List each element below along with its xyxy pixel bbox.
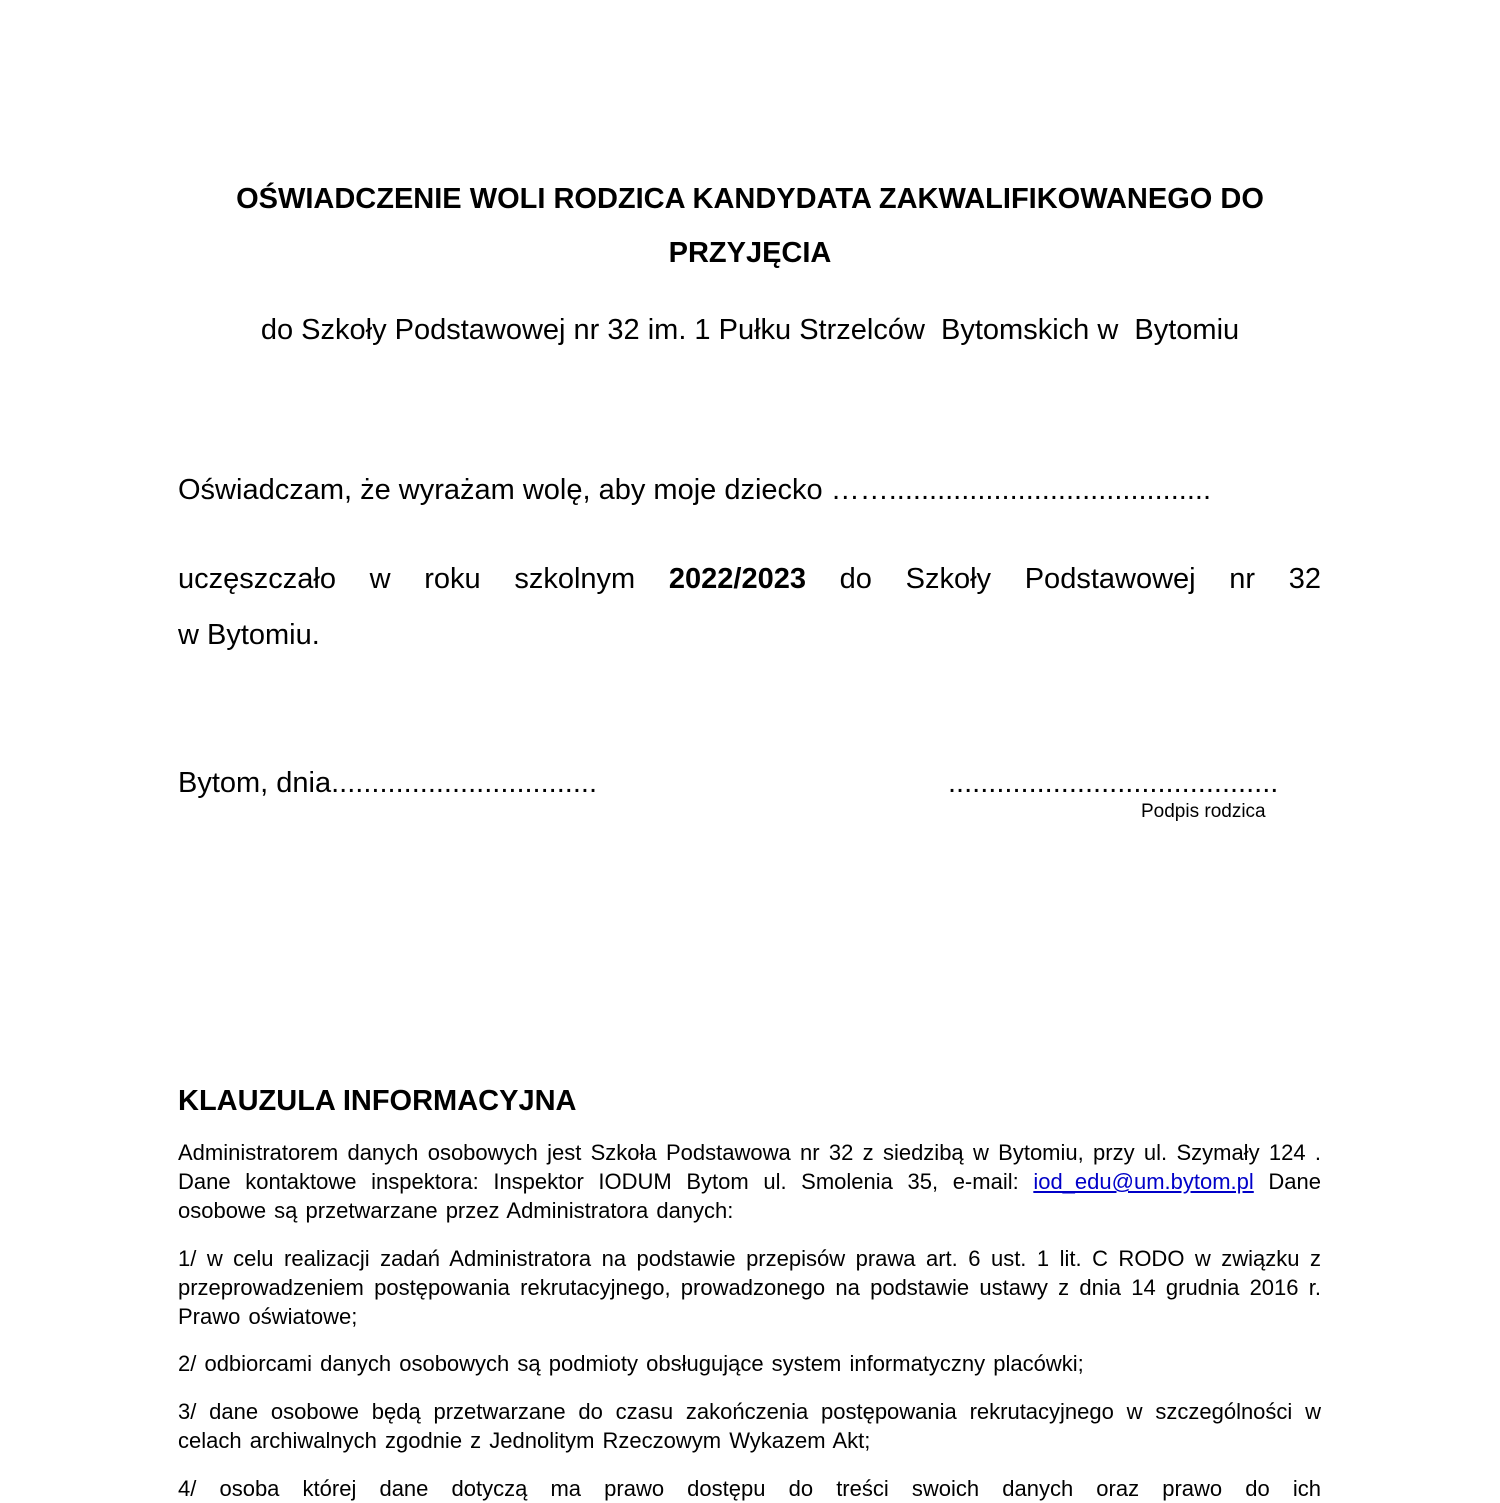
clause-item-text: 3/ dane osobowe będą przetwarzane do czasu zakończenia postępowania rekrutacyjnego w szczególności w celach archiwalnych zgodnie z Jednolitym Rzeczowym Wykazem Akt; xyxy=(178,1399,1321,1453)
title-line-2: PRZYJĘCIA xyxy=(668,237,832,269)
clause-heading: KLAUZULA INFORMACYJNA xyxy=(178,1085,577,1117)
declaration-line-2 xyxy=(178,551,1321,607)
email-link[interactable]: iod_edu@um.bytom.pl xyxy=(1033,1169,1254,1194)
declaration-continuation xyxy=(178,551,1321,663)
school-year: 2022/2023 xyxy=(668,563,806,595)
clause-item xyxy=(178,1397,1321,1455)
clause-intro-text: Administratorem danych osobowych jest Szkoła Podstawowa nr 32 z siedzibą w Bytomiu, przy ul. Szymały 124 . Dane kontaktowe inspektora: Inspektor IODUM Bytom ul. Smolenia 35, e-mail: xyxy=(178,1140,1321,1194)
declaration-line-3: w Bytomiu. xyxy=(178,619,320,651)
clause-item-text: 2/ odbiorcami danych osobowych są podmioty obsługujące system informatyczny placówki; xyxy=(178,1351,1084,1376)
school-name-subtitle: do Szkoły Podstawowej nr 32 im. 1 Pułku Strzelców Bytomskich w Bytomiu xyxy=(260,314,1240,346)
declaration-line-2-suffix: do Szkoły Podstawowej nr 32 xyxy=(806,563,1321,595)
clause-item xyxy=(178,1474,1321,1503)
document-title xyxy=(150,172,1350,280)
clause-item-text: 4/ osoba której dane dotyczą ma prawo dostępu do treści swoich danych oraz prawo do ich xyxy=(178,1476,1321,1501)
declaration-line-1: Oświadczam, że wyrażam wolę, aby moje dziecko ……........................................ xyxy=(178,474,1212,506)
clause-item-text: 1/ w celu realizacji zadań Administratora na podstawie przepisów prawa art. 6 ust. 1 lit. C RODO w związku z przeprowadzeniem postępowania rekrutacyjnego, prowadzonego na podstawie ustawy z dnia 14 grudnia 2016 r. Prawo oświatowe; xyxy=(178,1246,1321,1329)
place-date-field: Bytom, dnia................................. xyxy=(178,767,598,799)
signature-label: Podpis rodzica xyxy=(1141,801,1266,822)
clause-item xyxy=(178,1349,1321,1378)
clause-intro xyxy=(178,1138,1321,1225)
clause-item xyxy=(178,1244,1321,1331)
title-line-1: OŚWIADCZENIE WOLI RODZICA KANDYDATA ZAKWALIFIKOWANEGO DO xyxy=(236,183,1264,215)
declaration-line-2-prefix: uczęszczało w roku szkolnym xyxy=(178,563,669,595)
signature-line: ......................................... xyxy=(948,767,1279,799)
clause-intro-text-end: Dane osobowe są przetwarzane przez Administratora danych: xyxy=(178,1169,1321,1223)
